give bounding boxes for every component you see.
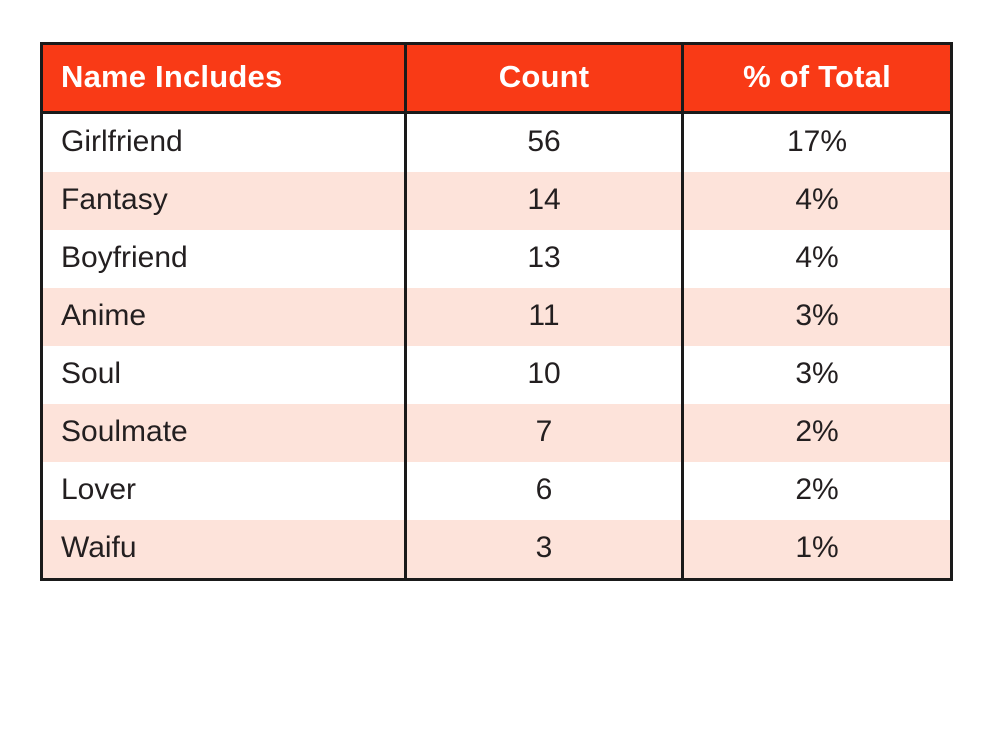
cell-name: Soul	[42, 346, 406, 404]
cell-percent: 4%	[683, 172, 952, 230]
column-header-count: Count	[406, 44, 683, 113]
cell-count: 6	[406, 462, 683, 520]
column-header-name-includes: Name Includes	[42, 44, 406, 113]
cell-percent: 4%	[683, 230, 952, 288]
table-row	[42, 520, 952, 580]
table-header-row	[42, 44, 952, 113]
cell-percent: 2%	[683, 404, 952, 462]
cell-count: 3	[406, 520, 683, 580]
cell-name: Soulmate	[42, 404, 406, 462]
table-row	[42, 404, 952, 462]
table-row	[42, 462, 952, 520]
table-container	[40, 42, 950, 581]
cell-percent: 3%	[683, 288, 952, 346]
name-includes-table	[40, 42, 953, 581]
table-row	[42, 346, 952, 404]
cell-percent: 3%	[683, 346, 952, 404]
table-header	[42, 44, 952, 113]
cell-name: Lover	[42, 462, 406, 520]
table-row	[42, 113, 952, 173]
cell-percent: 2%	[683, 462, 952, 520]
cell-count: 14	[406, 172, 683, 230]
cell-name: Boyfriend	[42, 230, 406, 288]
cell-count: 11	[406, 288, 683, 346]
table-row	[42, 172, 952, 230]
table-row	[42, 288, 952, 346]
table-body	[42, 113, 952, 580]
cell-percent: 1%	[683, 520, 952, 580]
cell-count: 10	[406, 346, 683, 404]
column-header-percent-of-total: % of Total	[683, 44, 952, 113]
table-row	[42, 230, 952, 288]
cell-name: Anime	[42, 288, 406, 346]
cell-count: 13	[406, 230, 683, 288]
cell-count: 56	[406, 113, 683, 173]
cell-name: Fantasy	[42, 172, 406, 230]
cell-name: Girlfriend	[42, 113, 406, 173]
cell-percent: 17%	[683, 113, 952, 173]
cell-count: 7	[406, 404, 683, 462]
cell-name: Waifu	[42, 520, 406, 580]
